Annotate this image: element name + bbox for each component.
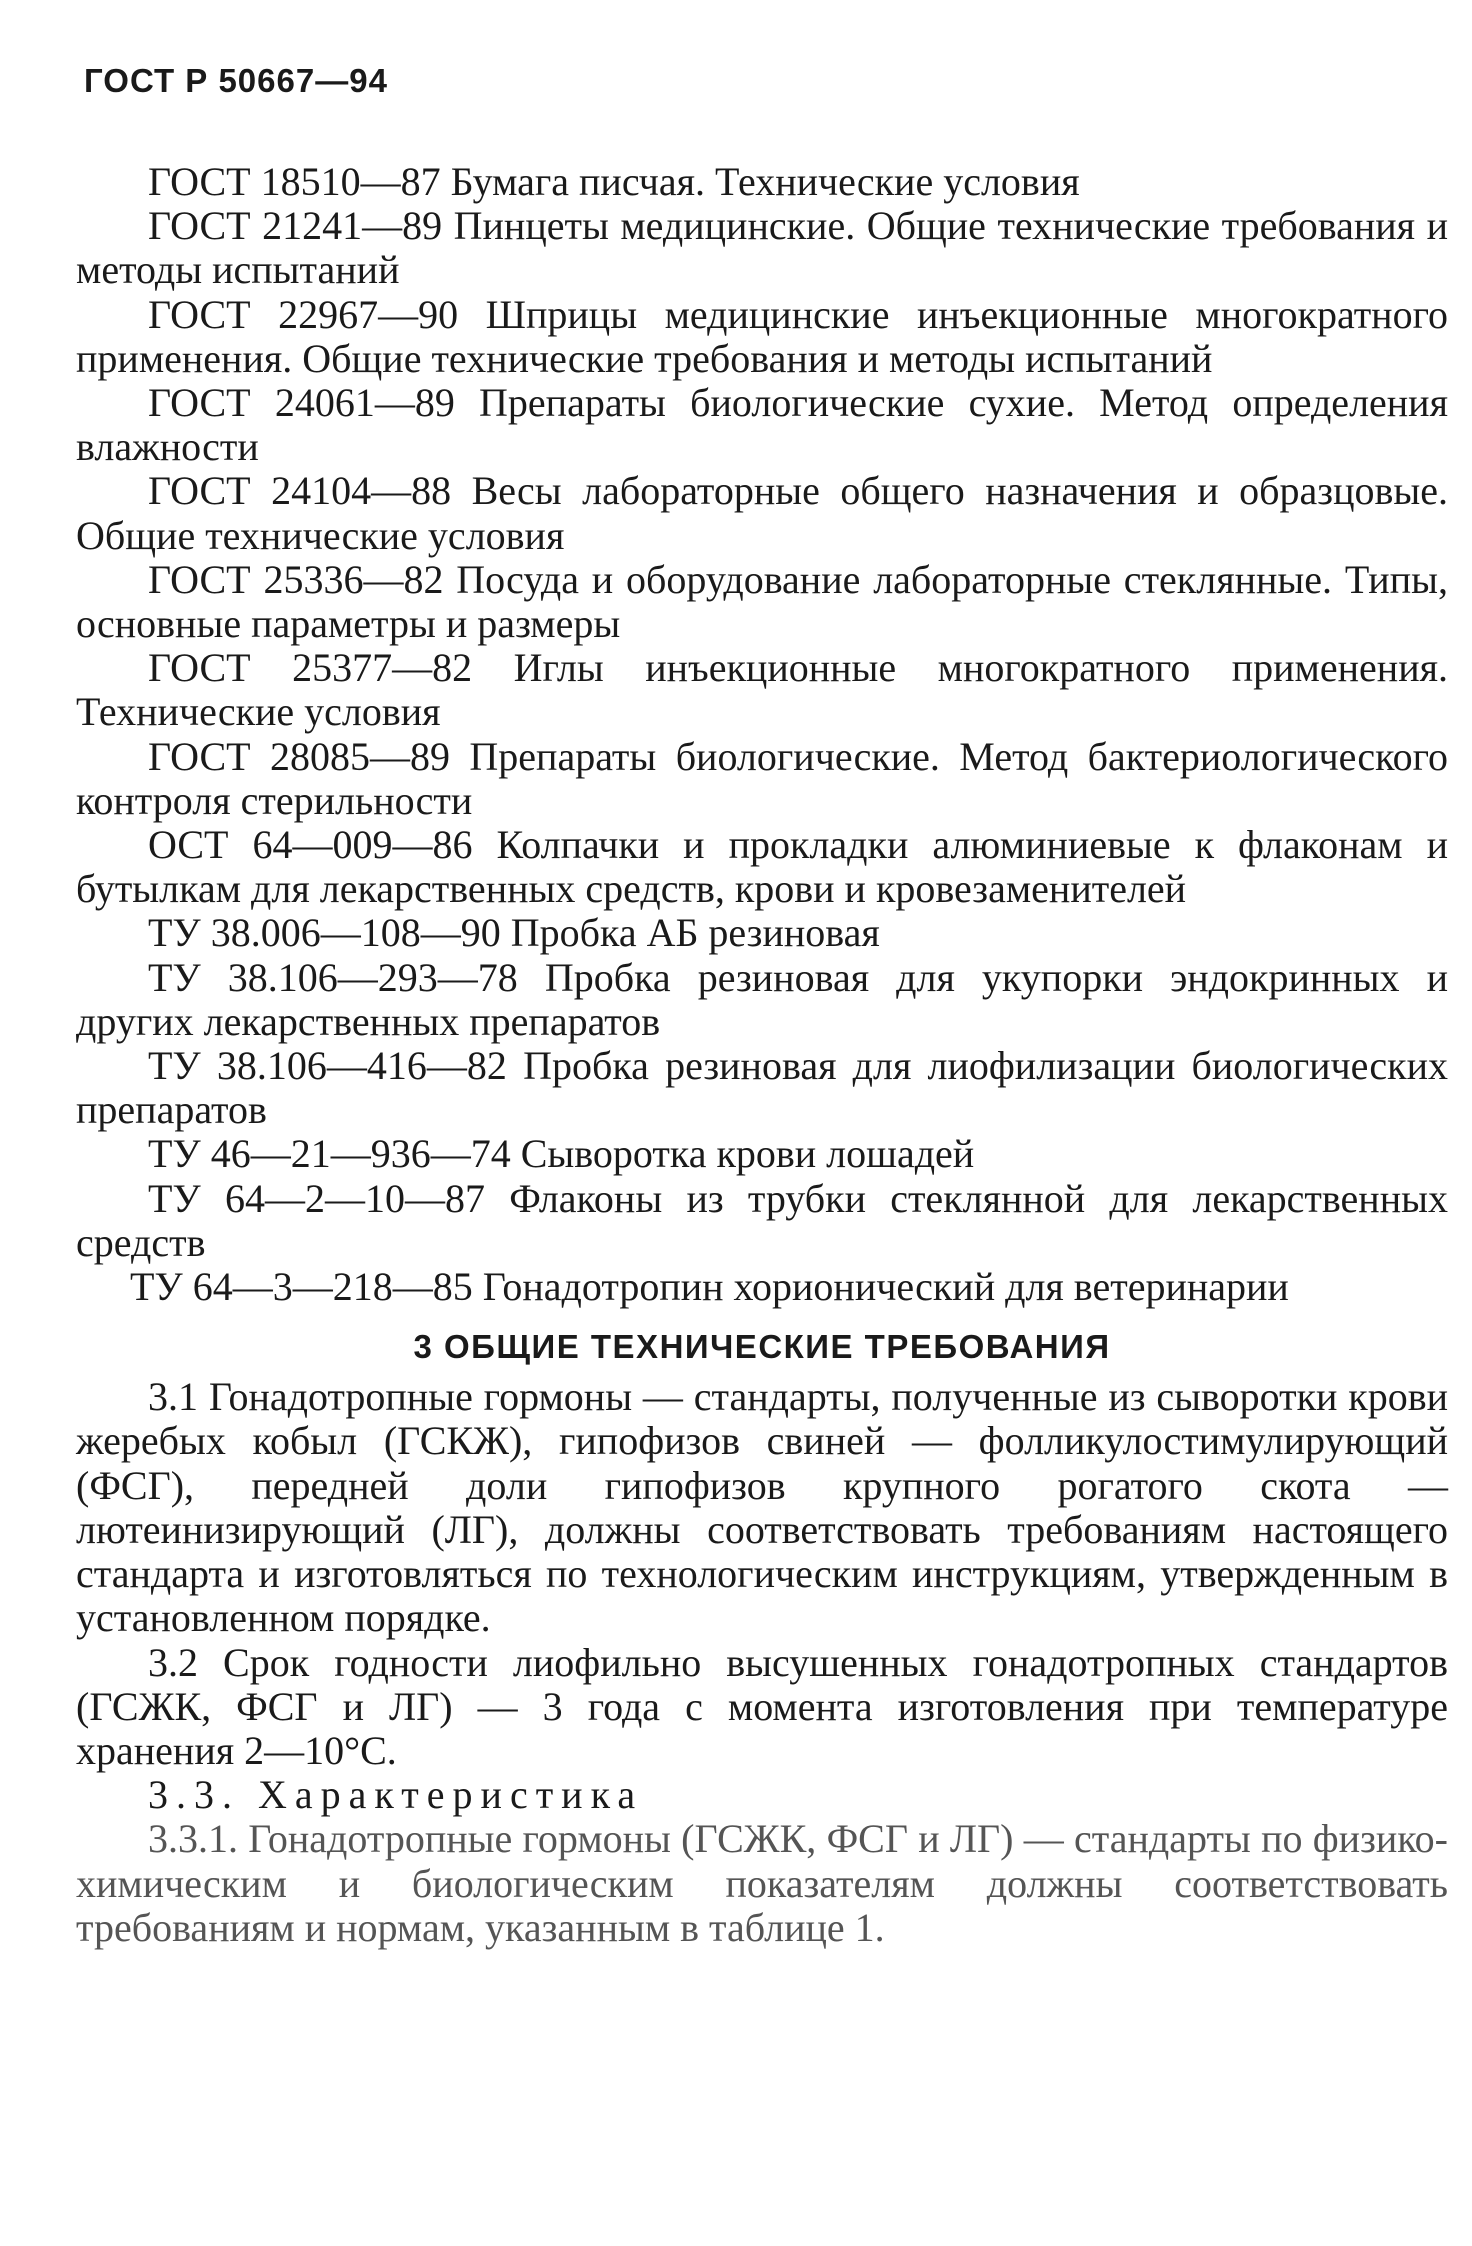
paragraph-3-1: 3.1 Гонадотропные гормоны — стандарты, полученные из сыворотки крови жеребых кобыл (ГСКЖ), гипофизов свиней — фолликулостимулирующий (ФСГ), передней доли гипофизов крупного рогатого скота — лютеинизирующий (ЛГ), должны соответствовать требованиям настоящего стандарта и изготовляться по технологическим инструкциям, утвержденным в установленном порядке. <box>76 1374 1448 1641</box>
reference-item: ОСТ 64—009—86 Колпачки и прокладки алюминиевые к флаконам и бутылкам для лекарственных средств, крови и кровезаменителей <box>76 822 1448 912</box>
document-body <box>76 160 1448 1950</box>
section-title: 3 ОБЩИЕ ТЕХНИЧЕСКИЕ ТРЕБОВАНИЯ <box>413 1328 1111 1366</box>
reference-item: ТУ 64—2—10—87 Флаконы из трубки стеклянной для лекарственных средств <box>76 1175 1448 1265</box>
reference-item: ГОСТ 25377—82 Иглы инъекционные многократного применения. Технические условия <box>76 645 1448 735</box>
reference-item: ГОСТ 22967—90 Шприцы медицинские инъекционные многократного применения. Общие технические требования и методы испытаний <box>76 291 1448 381</box>
reference-item: ТУ 38.106—293—78 Пробка резиновая для укупорки эндокринных и других лекарственных препаратов <box>76 954 1448 1044</box>
reference-item: ТУ 38.106—416—82 Пробка резиновая для лиофилизации биологических препаратов <box>76 1043 1448 1133</box>
paragraph-3-3-1: 3.3.1. Гонадотропные гормоны (ГСЖК, ФСГ и ЛГ) — стандарты по физико-химическим и биологическим показателям должны соответствовать требованиям и нормам, указанным в таблице 1. <box>76 1816 1448 1950</box>
reference-item: ГОСТ 24061—89 Препараты биологические сухие. Метод определения влажности <box>76 380 1448 470</box>
page-header: ГОСТ Р 50667—94 <box>84 62 388 99</box>
reference-item: ТУ 38.006—108—90 Пробка АБ резиновая <box>148 910 880 956</box>
reference-item: ГОСТ 25336—82 Посуда и оборудование лабораторные стеклянные. Типы, основные параметры и размеры <box>76 556 1448 647</box>
paragraph-3-2: 3.2 Срок годности лиофильно высушенных гонадотропных стандартов (ГСЖК, ФСГ и ЛГ) — 3 года с момента изготовления при температуре хранения 2—10°С. <box>76 1639 1448 1773</box>
reference-item: ТУ 46—21—936—74 Сыворотка крови лошадей <box>148 1131 975 1177</box>
reference-item: ГОСТ 28085—89 Препараты биологические. Метод бактериологического контроля стерильности <box>76 733 1448 823</box>
paragraph-3-3-heading: 3.3. Характеристика <box>148 1772 644 1818</box>
reference-item: ГОСТ 24104—88 Весы лабораторные общего назначения и образцовые. Общие технические условия <box>76 468 1448 558</box>
reference-item: ТУ 64—3—218—85 Гонадотропин хорионический для ветеринарии <box>130 1264 1289 1310</box>
reference-item: ГОСТ 21241—89 Пинцеты медицинские. Общие технические требования и методы испытаний <box>76 203 1448 293</box>
reference-item: ГОСТ 18510—87 Бумага писчая. Технические условия <box>148 159 1080 204</box>
